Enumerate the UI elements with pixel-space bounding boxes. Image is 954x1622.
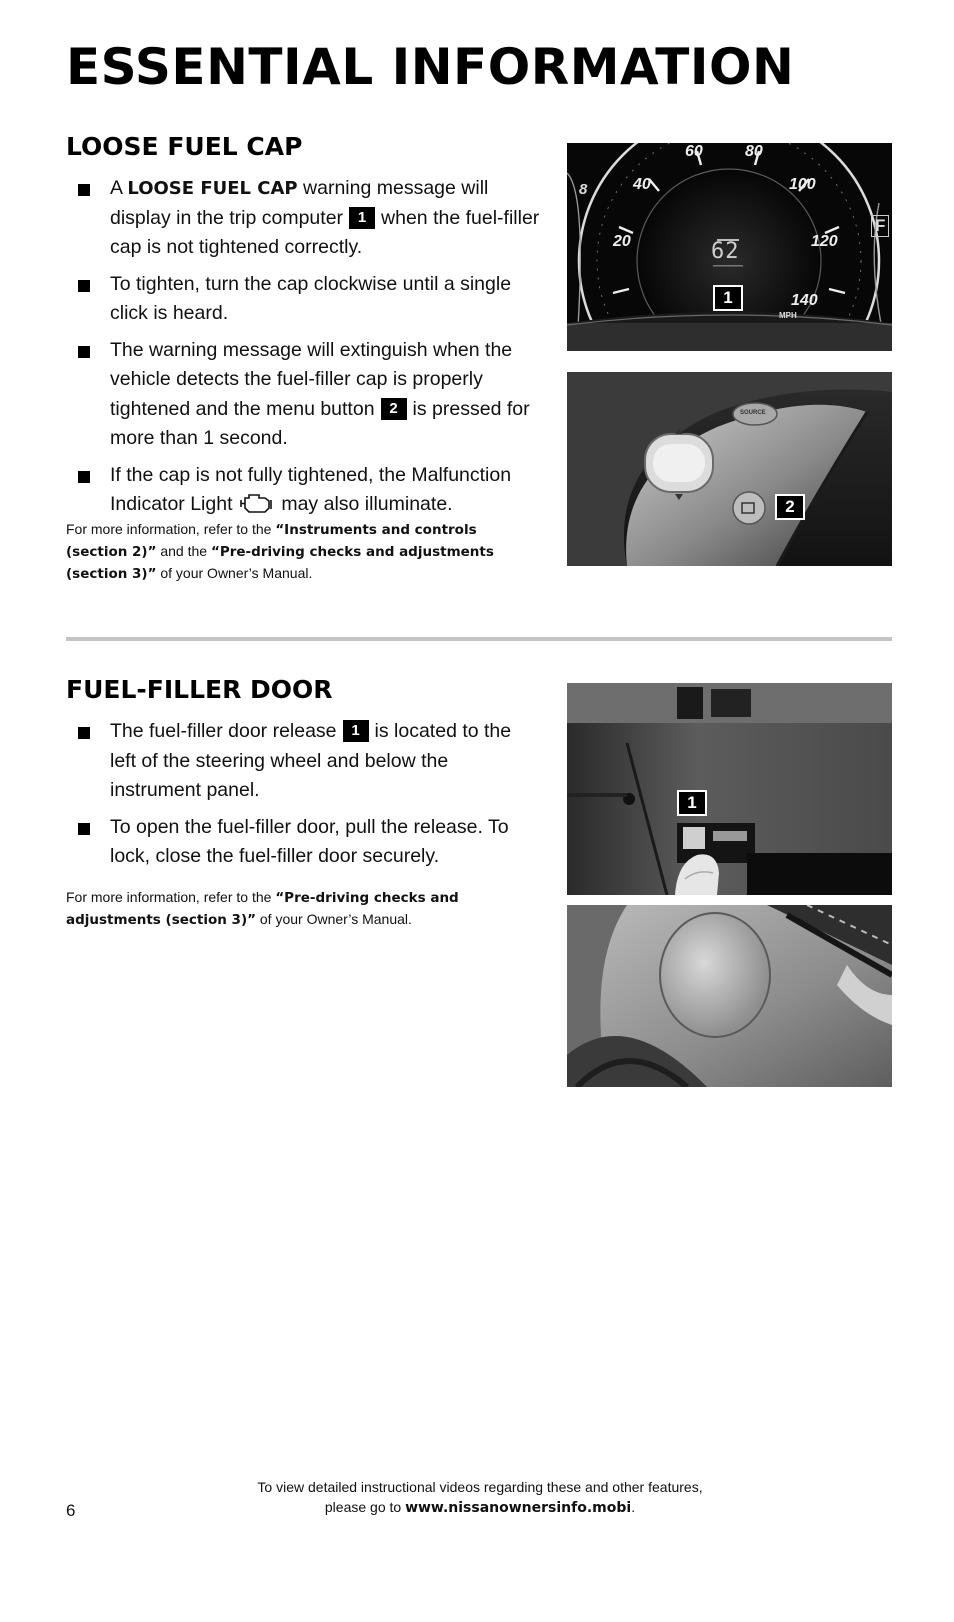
square-bullet-icon <box>78 471 90 483</box>
footer-line-2: please go to www.nissanownersinfo.mobi. <box>324 1499 636 1516</box>
list-item: A LOOSE FUEL CAP warning message will display in the trip computer 1 when the fuel-filler cap is not tightened correctly. <box>78 174 540 263</box>
trip-computer-readout: 62 <box>711 239 740 264</box>
section-heading-loose-fuel-cap: LOOSE FUEL CAP <box>66 132 303 161</box>
list-item: If the cap is not fully tightened, the Malfunction Indicator Light may also illuminate. <box>78 461 540 520</box>
gauge-label-100: 100 <box>789 176 816 193</box>
gauge-label-80: 80 <box>745 143 763 160</box>
square-bullet-icon <box>78 280 90 292</box>
square-bullet-icon <box>78 823 90 835</box>
gauge-label-f: F <box>871 215 889 237</box>
loose-fuel-cap-list <box>78 174 540 527</box>
owners-info-link[interactable]: www.nissanownersinfo.mobi <box>405 1500 632 1516</box>
page-number: 6 <box>66 1501 76 1520</box>
owners-manual-reference: For more information, refer to the “Pre-driving checks and adjustments (section 3)” of your Owner’s Manual. <box>66 889 459 928</box>
callout-1: 1 <box>677 790 707 816</box>
loose-fuel-cap-emphasis: LOOSE FUEL CAP <box>127 178 298 199</box>
gauge-unit-label: MPH <box>779 311 797 320</box>
callout-2: 2 <box>775 494 805 520</box>
section-divider <box>66 637 892 641</box>
footer-line-1: To view detailed instructional videos regarding these and other features, <box>257 1479 703 1495</box>
fuel-door-release-photo <box>567 683 892 895</box>
gauge-label-20: 20 <box>613 233 631 250</box>
square-bullet-icon <box>78 727 90 739</box>
gauge-label-40: 40 <box>633 176 651 193</box>
callout-badge-1: 1 <box>349 207 375 229</box>
gauge-label-140: 140 <box>791 292 818 309</box>
callout-badge-1: 1 <box>343 720 369 742</box>
fuel-filler-door-list <box>78 717 540 879</box>
callout-1: 1 <box>713 285 743 311</box>
list-item: The fuel-filler door release 1 is located to the left of the steering wheel and below the instrument panel. <box>78 717 540 806</box>
steering-wheel-controls-photo <box>567 372 892 566</box>
instrument-cluster-photo <box>567 143 892 351</box>
list-item: To open the fuel-filler door, pull the release. To lock, close the fuel-filler door securely. <box>78 813 540 872</box>
gauge-label-8: 8 <box>579 181 588 198</box>
list-item: The warning message will extinguish when the vehicle detects the fuel-filler cap is properly tightened and the menu button 2 is pressed for more than 1 second. <box>78 336 540 454</box>
list-item: To tighten, turn the cap clockwise until a single click is heard. <box>78 270 540 329</box>
section-heading-fuel-filler-door: FUEL-FILLER DOOR <box>66 675 333 704</box>
owners-manual-reference: For more information, refer to the “Instruments and controls (section 2)” and the “Pre-driving checks and adjustments (section 3)” of your Owner’s Manual. <box>66 521 494 582</box>
square-bullet-icon <box>78 346 90 358</box>
check-engine-icon <box>239 491 275 515</box>
square-bullet-icon <box>78 184 90 196</box>
source-button-label: SOURCE <box>740 410 766 416</box>
callout-badge-2: 2 <box>381 398 407 420</box>
footer-note <box>200 1477 760 1518</box>
page-title: ESSENTIAL INFORMATION <box>66 38 795 96</box>
gauge-label-60: 60 <box>685 143 703 160</box>
fuel-filler-door-exterior-photo <box>567 905 892 1087</box>
gauge-label-120: 120 <box>811 233 838 250</box>
